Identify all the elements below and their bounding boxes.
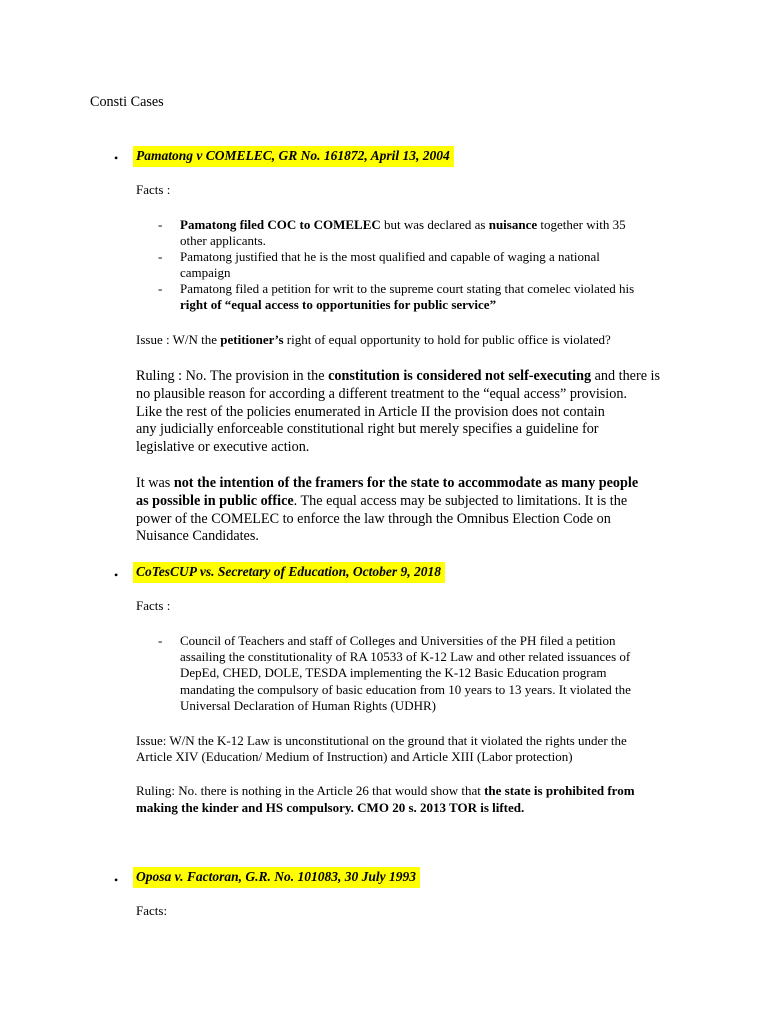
text-run: Ruling : No. The provision in the [136, 368, 329, 384]
text-run: right of equal opportunity to hold for public office is violated? [283, 332, 611, 347]
bold-text: constitution is considered not self-executing [328, 368, 592, 384]
ruling-line: Like the rest of the policies enumerated in Article II the provision does not contain [136, 404, 605, 420]
facts-label: Facts : [136, 182, 171, 197]
paragraph-line: power of the COMELEC to enforce the law through the Omnibus Election Code on [136, 511, 611, 527]
fact-line: Universal Declaration of Human Rights (UDHR) [180, 698, 436, 713]
bold-text: the state is prohibited from [484, 783, 635, 798]
list-dash: - [158, 281, 163, 296]
issue-line: Article XIV (Education/ Medium of Instruction) and Article XIII (Labor protection) [136, 749, 573, 764]
bullet: • [114, 873, 119, 887]
fact-line: Pamatong justified that he is the most qualified and capable of waging a national [180, 249, 600, 264]
bold-text: Pamatong filed COC to COMELEC [180, 217, 381, 232]
fact-line: assailing the constitutionality of RA 10533 of K-12 Law and other related issuances of [180, 649, 631, 664]
fact-line: DepEd, CHED, DOLE, TESDA implementing the K-12 Basic Education program [180, 665, 607, 680]
text-run: It was [136, 475, 174, 491]
text-run: together with 35 [537, 217, 626, 232]
text-run: Issue : W/N the [136, 332, 221, 347]
text-run: but was declared as [380, 217, 489, 232]
fact-line: other applicants. [180, 233, 266, 248]
fact-line: Pamatong filed a petition for writ to the supreme court stating that comelec violated his [180, 281, 635, 296]
ruling-line: any judicially enforceable constitutional right but merely specifies a guideline for [136, 421, 599, 437]
list-dash: - [158, 217, 163, 232]
fact-line: campaign [180, 265, 231, 280]
text-run: Ruling: No. there is nothing in the Article 26 that would show that [136, 783, 485, 798]
bold-text: nuisance [488, 217, 538, 232]
ruling-line: no plausible reason for according a different treatment to the “equal access” provision. [136, 386, 627, 402]
text-run: . The equal access may be subjected to limitations. It is the [293, 493, 628, 509]
fact-line [180, 218, 626, 231]
ruling-line [136, 784, 635, 797]
paragraph-line [136, 476, 638, 490]
fact-line: mandating the compulsory of basic education from 10 years to 13 years. It violated the [180, 682, 631, 697]
bold-text: right of “equal access to opportunities for public service” [180, 297, 497, 312]
document-title: Consti Cases [90, 94, 164, 110]
bold-text: petitioner’s [220, 332, 284, 347]
case-title-highlighted: Oposa v. Factoran, G.R. No. 101083, 30 July 1993 [133, 867, 420, 888]
facts-label: Facts : [136, 598, 171, 613]
ruling-line: legislative or executive action. [136, 439, 310, 455]
bold-text: making the kinder and HS compulsory. CMO 20 s. 2013 TOR is lifted. [136, 800, 525, 815]
fact-line: Council of Teachers and staff of Colleges and Universities of the PH filed a petition [180, 633, 616, 648]
text-run: and there is [591, 368, 661, 384]
issue-paragraph [136, 333, 611, 346]
list-dash: - [158, 633, 163, 648]
issue-line: Issue: W/N the K-12 Law is unconstitutional on the ground that it violated the rights under the [136, 733, 627, 748]
fact-line [180, 298, 496, 311]
paragraph-line: Nuisance Candidates. [136, 528, 259, 544]
bullet: • [114, 151, 119, 165]
ruling-line [136, 369, 660, 383]
list-dash: - [158, 249, 163, 264]
case-title-highlighted: Pamatong v COMELEC, GR No. 161872, April 13, 2004 [133, 146, 454, 167]
paragraph-line [136, 494, 627, 508]
case-title-highlighted: CoTesCUP vs. Secretary of Education, October 9, 2018 [133, 562, 445, 583]
bold-text: not the intention of the framers for the state to accommodate as many people [173, 475, 639, 491]
ruling-line [136, 801, 524, 814]
bullet: • [114, 568, 119, 582]
bold-text: as possible in public office [136, 493, 294, 509]
facts-label: Facts: [136, 903, 168, 918]
